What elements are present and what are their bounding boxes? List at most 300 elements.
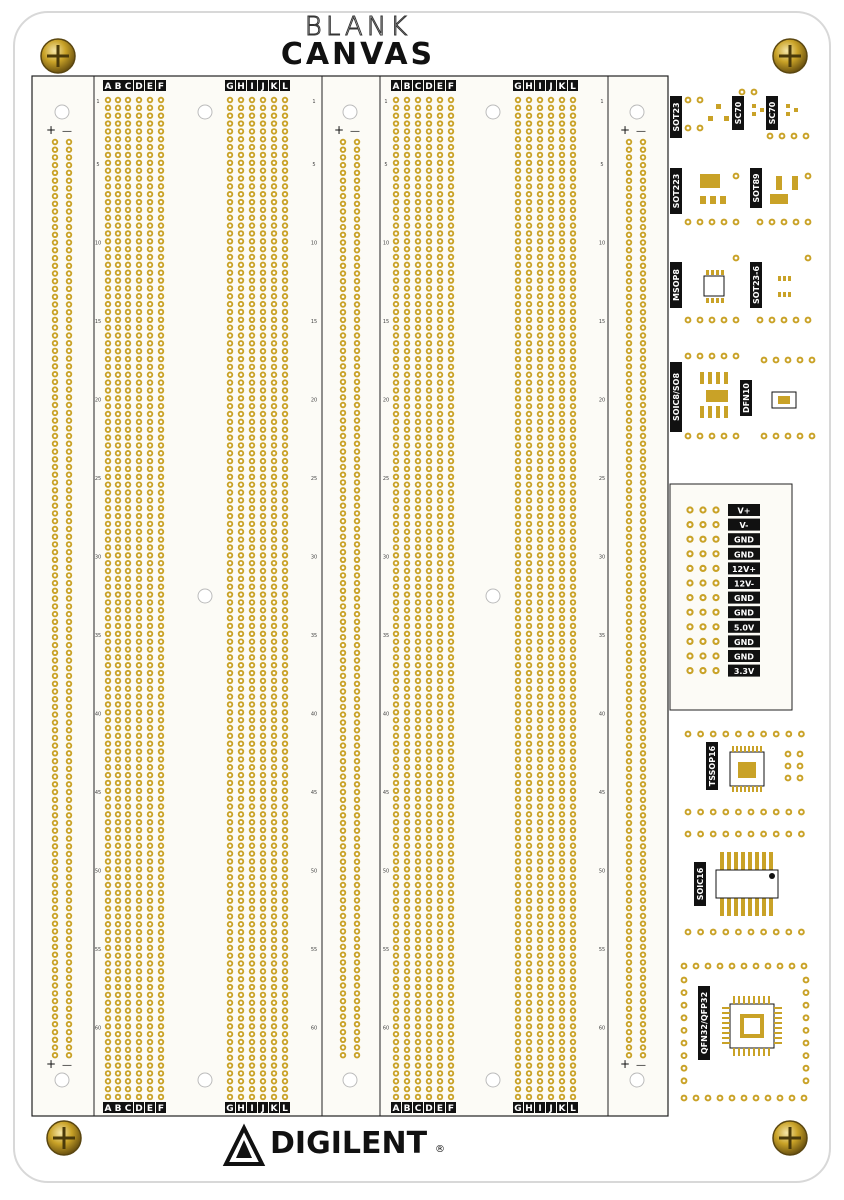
pad-hole — [539, 821, 542, 824]
pad-hole — [439, 491, 442, 494]
pad-hole — [117, 578, 120, 581]
pad-hole — [251, 672, 254, 675]
pad-hole — [273, 405, 276, 408]
pad-hole — [450, 413, 453, 416]
pad-hole — [528, 240, 531, 243]
pad-hole — [572, 562, 575, 565]
pad-hole — [572, 750, 575, 753]
pad-hole — [572, 860, 575, 863]
pad-hole — [107, 680, 110, 683]
pad-hole — [127, 295, 130, 298]
pad-hole — [561, 695, 564, 698]
pad-hole — [160, 829, 163, 832]
pad-hole — [517, 373, 520, 376]
pad-hole — [229, 397, 232, 400]
pad-hole — [117, 805, 120, 808]
pad-hole — [561, 727, 564, 730]
pad-hole — [160, 366, 163, 369]
pad-hole — [229, 350, 232, 353]
pad-hole — [138, 342, 141, 345]
pad-hole — [439, 358, 442, 361]
pad-hole — [107, 287, 110, 290]
pad-hole — [439, 742, 442, 745]
pad-hole — [127, 515, 130, 518]
pad-hole — [240, 656, 243, 659]
pad-hole — [273, 114, 276, 117]
pad-hole — [251, 860, 254, 863]
pad-hole — [251, 813, 254, 816]
pad-hole — [428, 829, 431, 832]
pad-hole — [395, 334, 398, 337]
pad-hole — [160, 593, 163, 596]
pad-hole — [160, 468, 163, 471]
pad-hole — [395, 774, 398, 777]
pad-hole — [561, 264, 564, 267]
pad-hole — [428, 436, 431, 439]
pad-hole — [572, 538, 575, 541]
pad-hole — [528, 766, 531, 769]
pad-hole — [428, 805, 431, 808]
pad-hole — [528, 601, 531, 604]
pad-hole — [528, 578, 531, 581]
pad-hole — [528, 318, 531, 321]
pad-hole — [517, 789, 520, 792]
pad-hole — [160, 892, 163, 895]
pad-hole — [160, 672, 163, 675]
pad-hole — [240, 271, 243, 274]
pad-hole — [539, 530, 542, 533]
pad-hole — [561, 248, 564, 251]
pad-hole — [417, 491, 420, 494]
pad-hole — [160, 428, 163, 431]
pad-hole — [528, 177, 531, 180]
pad-hole — [160, 868, 163, 871]
pad-hole — [127, 248, 130, 251]
pad-hole — [439, 326, 442, 329]
pad-hole — [406, 554, 409, 557]
pad-hole — [561, 350, 564, 353]
pad-hole — [517, 719, 520, 722]
pad-hole — [450, 499, 453, 502]
pad-hole — [240, 122, 243, 125]
pad-hole — [273, 656, 276, 659]
pad-hole — [539, 719, 542, 722]
pad-hole — [572, 632, 575, 635]
pad-hole — [395, 366, 398, 369]
pad-hole — [572, 99, 575, 102]
pad-hole — [160, 507, 163, 510]
pad-hole — [229, 530, 232, 533]
pad-hole — [395, 680, 398, 683]
pad-hole — [251, 774, 254, 777]
pad-hole — [262, 334, 265, 337]
pad-hole — [450, 287, 453, 290]
pad-hole — [251, 570, 254, 573]
pad-hole — [138, 483, 141, 486]
pad-hole — [273, 350, 276, 353]
pad-hole — [395, 373, 398, 376]
pad-hole — [450, 358, 453, 361]
pad-hole — [240, 279, 243, 282]
pad-hole — [127, 342, 130, 345]
pad-hole — [284, 601, 287, 604]
pad-hole — [450, 585, 453, 588]
pad-hole — [528, 664, 531, 667]
pad-hole — [117, 177, 120, 180]
pad-hole — [572, 468, 575, 471]
pad-hole — [539, 805, 542, 808]
pad-hole — [160, 546, 163, 549]
pad-hole — [539, 648, 542, 651]
pad-hole — [539, 468, 542, 471]
pad-hole — [561, 774, 564, 777]
pad-hole — [240, 428, 243, 431]
pad-hole — [517, 892, 520, 895]
pad-hole — [550, 703, 553, 706]
pad-hole — [251, 617, 254, 620]
pad-hole — [127, 114, 130, 117]
pad-hole — [229, 758, 232, 761]
pad-hole — [572, 515, 575, 518]
pad-hole — [149, 727, 152, 730]
pad-hole — [138, 444, 141, 447]
pad-hole — [417, 554, 420, 557]
pad-hole — [528, 727, 531, 730]
pad-hole — [417, 672, 420, 675]
pad-hole — [439, 907, 442, 910]
pad-hole — [240, 444, 243, 447]
pad-hole — [561, 766, 564, 769]
pad-hole — [284, 593, 287, 596]
pad-hole — [117, 342, 120, 345]
pad-hole — [273, 366, 276, 369]
pad-hole — [517, 821, 520, 824]
pad-hole — [417, 546, 420, 549]
pad-hole — [107, 334, 110, 337]
pad-hole — [550, 138, 553, 141]
pad-hole — [229, 680, 232, 683]
pad-hole — [539, 664, 542, 667]
pad-hole — [406, 232, 409, 235]
pad-hole — [428, 428, 431, 431]
pad-hole — [550, 232, 553, 235]
pad-hole — [572, 373, 575, 376]
pad-hole — [539, 727, 542, 730]
pad-hole — [406, 797, 409, 800]
pad-hole — [395, 538, 398, 541]
pad-hole — [262, 860, 265, 863]
pad-hole — [439, 711, 442, 714]
pad-hole — [240, 515, 243, 518]
pad-hole — [417, 350, 420, 353]
pad-hole — [149, 742, 152, 745]
pad-hole — [107, 789, 110, 792]
pad-hole — [517, 342, 520, 345]
pad-hole — [160, 460, 163, 463]
pad-hole — [439, 468, 442, 471]
pad-hole — [107, 782, 110, 785]
pad-hole — [439, 99, 442, 102]
pad-hole — [439, 546, 442, 549]
pad-hole — [107, 114, 110, 117]
pad-hole — [240, 554, 243, 557]
pad-hole — [284, 311, 287, 314]
pad-hole — [273, 491, 276, 494]
pad-hole — [406, 687, 409, 690]
pad-hole — [251, 303, 254, 306]
pad-hole — [528, 224, 531, 227]
pad-hole — [229, 742, 232, 745]
pad-hole — [528, 350, 531, 353]
pad-hole — [273, 523, 276, 526]
pad-hole — [550, 295, 553, 298]
pad-hole — [550, 632, 553, 635]
pad-hole — [229, 460, 232, 463]
pad-hole — [240, 169, 243, 172]
pad-hole — [107, 876, 110, 879]
pad-hole — [439, 852, 442, 855]
pad-hole — [284, 899, 287, 902]
pad-hole — [149, 680, 152, 683]
pad-hole — [528, 326, 531, 329]
pad-hole — [428, 585, 431, 588]
pad-hole — [273, 884, 276, 887]
pad-hole — [138, 326, 141, 329]
pad-hole — [138, 248, 141, 251]
pad-hole — [138, 201, 141, 204]
pad-hole — [572, 625, 575, 628]
pad-hole — [240, 224, 243, 227]
pad-hole — [240, 782, 243, 785]
pad-hole — [539, 256, 542, 259]
pad-hole — [417, 358, 420, 361]
pad-hole — [262, 625, 265, 628]
pad-hole — [262, 648, 265, 651]
pad-hole — [262, 303, 265, 306]
pad-hole — [417, 860, 420, 863]
pad-hole — [561, 193, 564, 196]
pad-hole — [550, 224, 553, 227]
pad-hole — [273, 664, 276, 667]
pad-hole — [284, 735, 287, 738]
pad-hole — [138, 844, 141, 847]
pad-hole — [229, 789, 232, 792]
pad-hole — [528, 735, 531, 738]
pad-hole — [439, 868, 442, 871]
pad-hole — [439, 829, 442, 832]
pad-hole — [528, 907, 531, 910]
pad-hole — [395, 146, 398, 149]
pad-hole — [251, 130, 254, 133]
pad-hole — [406, 680, 409, 683]
pad-hole — [229, 570, 232, 573]
pad-hole — [138, 892, 141, 895]
pad-hole — [539, 232, 542, 235]
pad-hole — [262, 829, 265, 832]
pad-hole — [450, 279, 453, 282]
pad-hole — [450, 326, 453, 329]
pad-hole — [439, 774, 442, 777]
pad-hole — [528, 428, 531, 431]
pad-hole — [572, 389, 575, 392]
pad-hole — [428, 491, 431, 494]
pad-hole — [229, 209, 232, 212]
pad-hole — [395, 640, 398, 643]
pad-hole — [262, 844, 265, 847]
pad-hole — [572, 334, 575, 337]
pad-hole — [262, 593, 265, 596]
pad-hole — [262, 601, 265, 604]
pad-hole — [417, 405, 420, 408]
pad-hole — [572, 358, 575, 361]
pad-hole — [550, 303, 553, 306]
pad-hole — [528, 264, 531, 267]
pad-hole — [517, 224, 520, 227]
pad-hole — [117, 271, 120, 274]
pad-hole — [229, 224, 232, 227]
pad-hole — [428, 366, 431, 369]
pad-hole — [406, 546, 409, 549]
pad-hole — [273, 342, 276, 345]
pad-hole — [561, 114, 564, 117]
pad-hole — [561, 177, 564, 180]
pad-hole — [251, 444, 254, 447]
pad-hole — [229, 264, 232, 267]
pad-hole — [417, 711, 420, 714]
pad-hole — [107, 829, 110, 832]
pad-hole — [138, 899, 141, 902]
pad-hole — [262, 664, 265, 667]
pad-hole — [395, 813, 398, 816]
pad-hole — [450, 366, 453, 369]
pad-hole — [517, 193, 520, 196]
pad-hole — [395, 138, 398, 141]
pad-hole — [450, 899, 453, 902]
pad-hole — [561, 413, 564, 416]
pad-hole — [450, 750, 453, 753]
pad-hole — [450, 256, 453, 259]
pad-hole — [160, 578, 163, 581]
pad-hole — [395, 413, 398, 416]
pad-hole — [517, 99, 520, 102]
pad-hole — [517, 680, 520, 683]
pad-hole — [550, 193, 553, 196]
pad-hole — [417, 680, 420, 683]
pad-hole — [149, 397, 152, 400]
pad-hole — [406, 617, 409, 620]
pad-hole — [138, 264, 141, 267]
pad-hole — [395, 436, 398, 439]
pad-hole — [406, 295, 409, 298]
pad-hole — [428, 570, 431, 573]
pad-hole — [528, 515, 531, 518]
pad-hole — [550, 570, 553, 573]
pad-hole — [127, 578, 130, 581]
pad-hole — [450, 632, 453, 635]
pad-hole — [428, 758, 431, 761]
pad-hole — [273, 232, 276, 235]
pad-hole — [273, 703, 276, 706]
pad-hole — [561, 742, 564, 745]
pad-hole — [439, 366, 442, 369]
pad-hole — [229, 609, 232, 612]
pad-hole — [561, 326, 564, 329]
pad-hole — [428, 884, 431, 887]
pad-hole — [450, 546, 453, 549]
pad-hole — [528, 680, 531, 683]
pad-hole — [107, 570, 110, 573]
pad-hole — [273, 169, 276, 172]
pad-hole — [117, 318, 120, 321]
pad-hole — [417, 742, 420, 745]
pad-hole — [273, 570, 276, 573]
pad-hole — [539, 99, 542, 102]
pad-hole — [517, 774, 520, 777]
pad-hole — [284, 742, 287, 745]
pad-hole — [251, 460, 254, 463]
pad-hole — [240, 491, 243, 494]
pad-hole — [284, 350, 287, 353]
pad-hole — [284, 656, 287, 659]
pad-hole — [550, 326, 553, 329]
pad-hole — [528, 483, 531, 486]
pad-hole — [572, 271, 575, 274]
pad-hole — [550, 727, 553, 730]
pad-hole — [107, 868, 110, 871]
pad-hole — [406, 711, 409, 714]
pad-hole — [395, 295, 398, 298]
pad-hole — [439, 138, 442, 141]
pad-hole — [149, 201, 152, 204]
pad-hole — [240, 483, 243, 486]
pad-hole — [160, 279, 163, 282]
pad-hole — [572, 805, 575, 808]
pad-hole — [539, 279, 542, 282]
pad-hole — [229, 687, 232, 690]
pad-hole — [262, 609, 265, 612]
pad-hole — [439, 672, 442, 675]
pad-hole — [406, 860, 409, 863]
pad-hole — [417, 782, 420, 785]
pad-hole — [417, 507, 420, 510]
pad-hole — [561, 570, 564, 573]
pad-hole — [240, 789, 243, 792]
pad-hole — [127, 256, 130, 259]
pad-hole — [528, 389, 531, 392]
pad-hole — [149, 829, 152, 832]
pad-hole — [240, 240, 243, 243]
pad-hole — [251, 271, 254, 274]
pad-hole — [561, 303, 564, 306]
pad-hole — [149, 632, 152, 635]
pad-hole — [539, 389, 542, 392]
pad-hole — [406, 876, 409, 879]
pad-hole — [528, 256, 531, 259]
pad-hole — [528, 444, 531, 447]
pad-hole — [117, 138, 120, 141]
pad-hole — [450, 687, 453, 690]
pad-hole — [284, 813, 287, 816]
pad-hole — [251, 326, 254, 329]
pad-hole — [149, 593, 152, 596]
pad-hole — [160, 782, 163, 785]
pad-hole — [395, 491, 398, 494]
pad-hole — [149, 154, 152, 157]
pad-hole — [428, 907, 431, 910]
pad-hole — [450, 593, 453, 596]
pad-hole — [273, 538, 276, 541]
pad-hole — [138, 161, 141, 164]
